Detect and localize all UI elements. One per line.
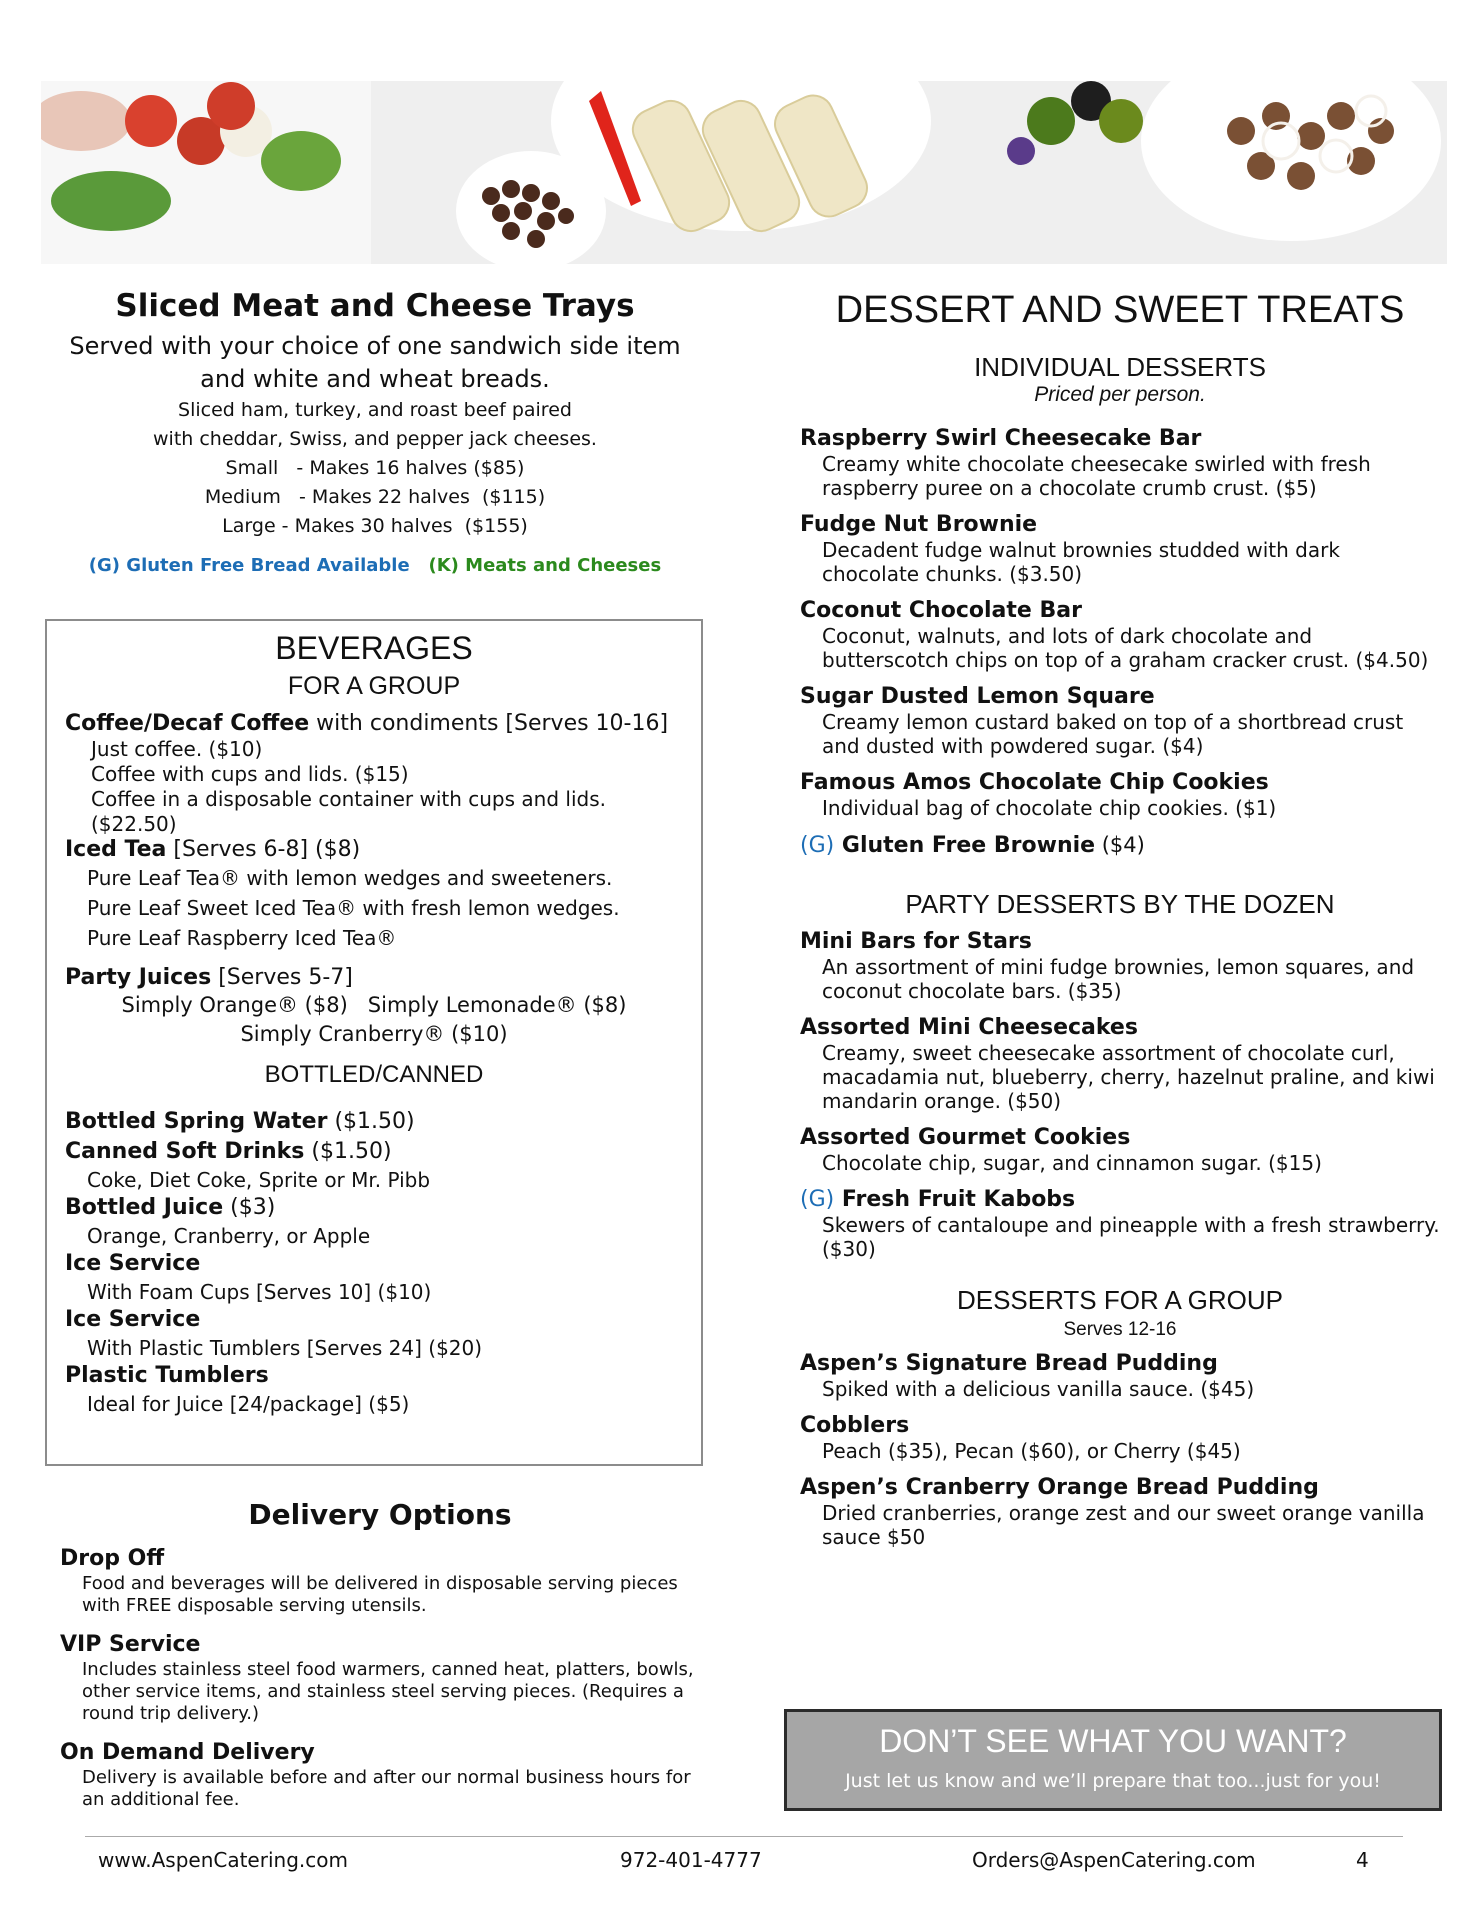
dessert-desc: Skewers of cantaloupe and pineapple with a fresh strawberry. ($30) bbox=[822, 1213, 1440, 1261]
dessert-name: Aspen’s Signature Bread Pudding bbox=[800, 1351, 1218, 1376]
dessert-desc: Chocolate chip, sugar, and cinnamon sugar. ($15) bbox=[822, 1151, 1322, 1175]
tea-line: Pure Leaf Sweet Iced Tea® with fresh lemon wedges. bbox=[87, 896, 620, 920]
dessert-desc: Individual bag of chocolate chip cookies. ($1) bbox=[822, 796, 1277, 820]
ice-service-line: With Plastic Tumblers [Serves 24] ($20) bbox=[87, 1336, 483, 1360]
party-juices-detail: [Serves 5-7] bbox=[211, 965, 353, 990]
tumblers-item bbox=[65, 1363, 683, 1389]
kosher-note: (K) Meats and Cheeses bbox=[428, 555, 662, 576]
trays-subtitle-1: Served with your choice of one sandwich side item bbox=[69, 332, 681, 360]
dessert-name: Mini Bars for Stars bbox=[800, 929, 1032, 954]
ice-service-name: Ice Service bbox=[65, 1307, 201, 1332]
meat-cheese-trays-section bbox=[45, 288, 705, 576]
dessert-name: Aspen’s Cranberry Orange Bread Pudding bbox=[800, 1475, 1319, 1500]
trays-title: Sliced Meat and Cheese Trays bbox=[115, 288, 635, 324]
juice-row-2: Simply Cranberry® ($10) bbox=[240, 1022, 508, 1046]
coffee-name: Coffee/Decaf Coffee bbox=[65, 711, 310, 736]
group-serves: Serves 12-16 bbox=[1063, 1319, 1177, 1340]
vip-service-desc: Includes stainless steel food warmers, canned heat, platters, bowls, other service items, and stainless steel serving pieces. (Requires a round trip delivery.) bbox=[82, 1659, 694, 1724]
soda-name: Canned Soft Drinks bbox=[65, 1139, 305, 1164]
juice-line: Orange, Cranberry, or Apple bbox=[87, 1224, 371, 1248]
dessert-desc: Dried cranberries, orange zest and our sweet orange vanilla sauce $50 bbox=[822, 1501, 1425, 1549]
beverages-group-title: FOR A GROUP bbox=[287, 672, 461, 700]
drop-off-name: Drop Off bbox=[60, 1546, 165, 1571]
coffee-detail: with condiments [Serves 10-16] bbox=[309, 711, 669, 736]
water-price: ($1.50) bbox=[327, 1109, 415, 1134]
dessert-name: Coconut Chocolate Bar bbox=[800, 598, 1082, 623]
dessert-desc: Coconut, walnuts, and lots of dark chocolate and butterscotch chips on top of a graham cracker crust. ($4.50) bbox=[822, 624, 1429, 672]
dessert-name: Assorted Mini Cheesecakes bbox=[800, 1015, 1138, 1040]
dessert-price: ($4) bbox=[1095, 833, 1145, 857]
water-name: Bottled Spring Water bbox=[65, 1109, 328, 1134]
gluten-free-tag: (G) bbox=[800, 1187, 835, 1212]
dessert-desc: Decadent fudge walnut brownies studded with dark chocolate chunks. ($3.50) bbox=[822, 538, 1340, 586]
juice-name: Bottled Juice bbox=[65, 1195, 224, 1220]
trays-desc-2: with cheddar, Swiss, and pepper jack cheeses. bbox=[153, 428, 597, 450]
beverages-title: BEVERAGES bbox=[275, 630, 473, 666]
dessert-desc: Creamy lemon custard baked on top of a shortbread crust and dusted with powdered sugar. ($4) bbox=[822, 710, 1404, 758]
desserts-title: DESSERT AND SWEET TREATS bbox=[835, 289, 1405, 331]
party-desserts-title: PARTY DESSERTS BY THE DOZEN bbox=[905, 889, 1335, 919]
iced-tea-item bbox=[65, 837, 683, 863]
tumblers-name: Plastic Tumblers bbox=[65, 1363, 269, 1388]
ice-service-item bbox=[65, 1251, 683, 1277]
dessert-name: Famous Amos Chocolate Chip Cookies bbox=[800, 770, 1269, 795]
tea-line: Pure Leaf Raspberry Iced Tea® bbox=[87, 926, 397, 950]
dont-see-callout bbox=[784, 1709, 1442, 1811]
footer-website[interactable]: www.AspenCatering.com bbox=[98, 1848, 348, 1872]
diet-notes bbox=[45, 555, 705, 576]
page-number: 4 bbox=[1356, 1848, 1369, 1872]
coffee-line: ($22.50) bbox=[91, 812, 177, 836]
juice-item bbox=[65, 1195, 683, 1221]
ice-service-line: With Foam Cups [Serves 10] ($10) bbox=[87, 1280, 432, 1304]
footer-divider bbox=[85, 1836, 1403, 1837]
dessert-name: Assorted Gourmet Cookies bbox=[800, 1125, 1131, 1150]
coffee-line: Coffee in a disposable container with cups and lids. bbox=[91, 787, 606, 811]
juice-price: ($3) bbox=[223, 1195, 276, 1220]
ice-service-name: Ice Service bbox=[65, 1251, 201, 1276]
tray-size-large: Large - Makes 30 halves ($155) bbox=[222, 515, 528, 537]
dessert-desc: Creamy, sweet cheesecake assortment of chocolate curl, macadamia nut, blueberry, cherry, hazelnut praline, and kiwi mandarin orange. ($50) bbox=[822, 1041, 1435, 1113]
priced-per-person: Priced per person. bbox=[1034, 383, 1206, 406]
beverages-box bbox=[45, 619, 703, 1466]
gluten-free-brownie bbox=[800, 832, 1440, 859]
drop-off-desc: Food and beverages will be delivered in disposable serving pieces with FREE disposable serving utensils. bbox=[82, 1573, 678, 1616]
dessert-name: Raspberry Swirl Cheesecake Bar bbox=[800, 426, 1202, 451]
footer-phone[interactable]: 972-401-4777 bbox=[620, 1848, 762, 1872]
tea-line: Pure Leaf Tea® with lemon wedges and sweeteners. bbox=[87, 866, 613, 890]
party-juices-name: Party Juices bbox=[65, 965, 212, 990]
dessert-desc: Spiked with a delicious vanilla sauce. ($45) bbox=[822, 1377, 1255, 1401]
food-banner-image bbox=[41, 81, 1447, 264]
desserts-section bbox=[800, 288, 1440, 1561]
group-desserts-title: DESSERTS FOR A GROUP bbox=[956, 1285, 1284, 1315]
dessert-name: Cobblers bbox=[800, 1413, 910, 1438]
delivery-options-section bbox=[60, 1498, 700, 1825]
party-juices-item bbox=[65, 965, 683, 991]
bottled-canned-title: BOTTLED/CANNED bbox=[264, 1061, 484, 1088]
delivery-title: Delivery Options bbox=[248, 1498, 512, 1531]
dessert-name: Fresh Fruit Kabobs bbox=[841, 1187, 1076, 1212]
fruit-kabobs bbox=[800, 1187, 1440, 1213]
coffee-line: Coffee with cups and lids. ($15) bbox=[91, 762, 409, 786]
soda-item bbox=[65, 1139, 683, 1165]
dessert-desc: Creamy white chocolate cheesecake swirled with fresh raspberry puree on a chocolate crumb crust. ($5) bbox=[822, 452, 1371, 500]
on-demand-desc: Delivery is available before and after our normal business hours for an additional fee. bbox=[82, 1767, 691, 1810]
soda-line: Coke, Diet Coke, Sprite or Mr. Pibb bbox=[87, 1168, 431, 1192]
footer-email[interactable]: Orders@AspenCatering.com bbox=[972, 1848, 1256, 1872]
dessert-name: Fudge Nut Brownie bbox=[800, 512, 1038, 537]
dont-see-subtitle: Just let us know and we’ll prepare that too...just for you! bbox=[845, 1770, 1381, 1792]
individual-desserts-title: INDIVIDUAL DESSERTS bbox=[974, 352, 1266, 382]
on-demand-name: On Demand Delivery bbox=[60, 1740, 315, 1765]
water-item bbox=[65, 1109, 683, 1135]
tray-size-medium: Medium - Makes 22 halves ($115) bbox=[204, 486, 546, 508]
dessert-name: Sugar Dusted Lemon Square bbox=[800, 684, 1155, 709]
soda-price: ($1.50) bbox=[304, 1139, 392, 1164]
dont-see-title: DON’T SEE WHAT YOU WANT? bbox=[879, 1723, 1347, 1759]
trays-subtitle-2: and white and wheat breads. bbox=[200, 365, 550, 393]
dessert-desc: An assortment of mini fudge brownies, lemon squares, and coconut chocolate bars. ($35) bbox=[822, 955, 1415, 1003]
tray-size-small: Small - Makes 16 halves ($85) bbox=[225, 457, 525, 479]
juice-row-1: Simply Orange® ($8) Simply Lemonade® ($8) bbox=[121, 993, 627, 1017]
trays-desc-1: Sliced ham, turkey, and roast beef paired bbox=[178, 399, 572, 421]
dessert-desc: Peach ($35), Pecan ($60), or Cherry ($45) bbox=[822, 1439, 1241, 1463]
vip-service-name: VIP Service bbox=[60, 1632, 201, 1657]
coffee-item bbox=[65, 711, 683, 737]
iced-tea-name: Iced Tea bbox=[65, 837, 167, 862]
coffee-line: Just coffee. ($10) bbox=[91, 737, 263, 761]
tumblers-line: Ideal for Juice [24/package] ($5) bbox=[87, 1392, 410, 1416]
gluten-free-tag: (G) bbox=[800, 833, 835, 858]
ice-service-item bbox=[65, 1307, 683, 1333]
iced-tea-detail: [Serves 6-8] ($8) bbox=[166, 837, 361, 862]
dessert-name: Gluten Free Brownie bbox=[841, 833, 1096, 858]
gluten-free-note: (G) Gluten Free Bread Available bbox=[88, 555, 410, 576]
